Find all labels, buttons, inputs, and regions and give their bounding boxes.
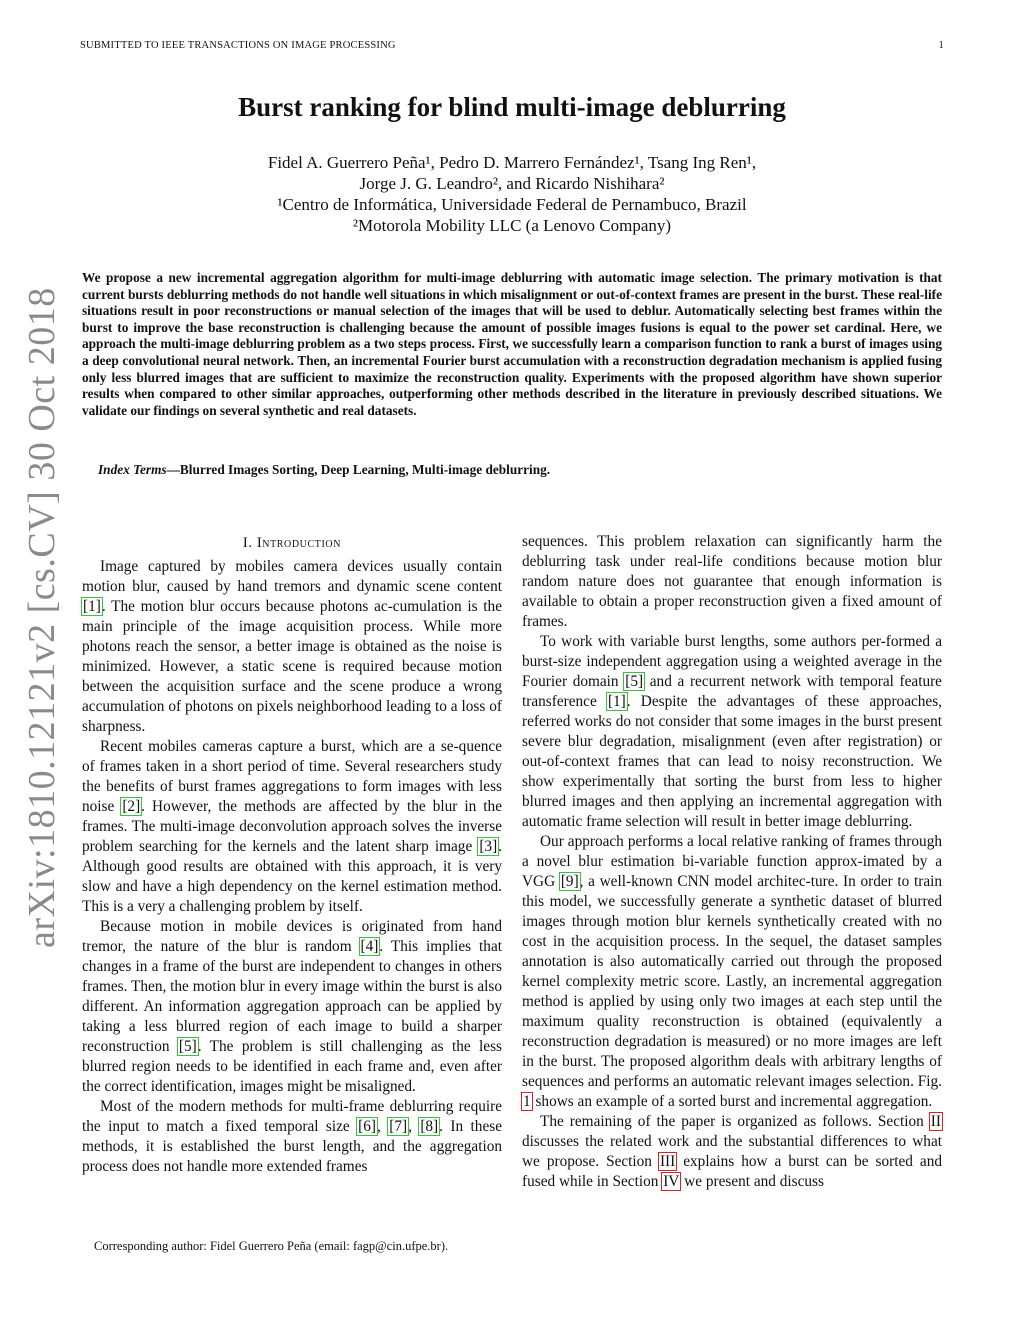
paragraph: The remaining of the paper is organized as follows. Section II discusses the related work and the substantial differences to what we propose. Section III explains how a burst can be sorted and fused while in Section IV we present and discuss xyxy=(522,1113,943,1190)
paragraph: Because motion in mobile devices is originated from hand tremor, the nature of the blur is random [4]. This implies that changes in a frame of the burst are independent to changes in others frames. Then, the motion blur in every image within the burst is also different. An information aggregation approach can be applied by taking a less blurred region of each image to build a sharper reconstruction [5]. The problem is still challenging as the less blurred region needs to be identified in each frame and, even after the correct identification, images might be misaligned. xyxy=(82,918,502,1095)
author-block xyxy=(0,152,1024,236)
abstract: We propose a new incremental aggregation algorithm for multi-image deblurring with automatic image selection. The primary motivation is that current bursts deblurring methods do not handle well situations in which misalignment or out-of-context frames are present in the burst. These real-life situations result in poor reconstructions or manual selection of the images that will be used to deblur. Automatically selecting best frames within the burst to improve the base reconstruction is challenging because the amount of possible images fusions is equal to the power set cardinal. Here, we approach the multi-image deblurring problem as a two steps process. First, we successfully learn a comparison function to rank a burst of images using a deep convolutional neural network. Then, an incremental Fourier burst accumulation with a reconstruction degradation mechanism is applied fusing only less blurred images that are sufficient to maximize the reconstruction quality. Experiments with the proposed algorithm have shown superior results when compared to other similar approaches, outperforming other methods described in the literature in previously described situations. We validate our findings on several synthetic and real datasets. xyxy=(82,270,942,418)
citation-link[interactable]: [2] xyxy=(122,798,141,815)
citation-link[interactable]: [9] xyxy=(560,873,579,890)
citation-link[interactable]: [7] xyxy=(389,1118,408,1135)
citation-link[interactable]: [3] xyxy=(479,838,498,855)
citation-link[interactable]: [1] xyxy=(607,693,626,710)
page-number: 1 xyxy=(938,40,944,51)
section-number: I. xyxy=(242,535,253,551)
paragraph: To work with variable burst lengths, some authors per-formed a burst-size independent aggregation using a weighted average in the Fourier domain [5] and a recurrent network with temporal feature transference [1]. Despite the advantages of these approaches, referred works do not consider that some images in the burst present severe blur degradation, misalignment (even after registration) or out-of-context frames that can lead to noisy reconstruction. We show experimentally that sorting the burst from less to higher blurred images and then applying an incremental aggregation with automatic frame selection will result in better image deblurring. xyxy=(522,633,942,830)
section-reference-link[interactable]: IV xyxy=(663,1173,680,1190)
author-line-1: Fidel A. Guerrero Peña¹, Pedro D. Marrero Fernández¹, Tsang Ing Ren¹, xyxy=(267,153,757,172)
section-title: Introduction xyxy=(256,535,342,551)
section-heading xyxy=(82,533,502,553)
section-reference-link[interactable]: II xyxy=(930,1113,941,1130)
journal-header: SUBMITTED TO IEEE TRANSACTIONS ON IMAGE PROCESSING xyxy=(80,40,396,51)
arxiv-identifier[interactable]: arXiv:1810.12121v2 [cs.CV] 30 Oct 2018 xyxy=(21,287,63,948)
section-reference-link[interactable]: III xyxy=(659,1153,676,1170)
figure-reference-link[interactable]: 1 xyxy=(523,1093,531,1110)
author-line-2: Jorge J. G. Leandro², and Ricardo Nishihara² xyxy=(359,174,665,193)
index-terms-text: —Blurred Images Sorting, Deep Learning, Multi-image deblurring. xyxy=(166,462,551,477)
paragraph: Our approach performs a local relative ranking of frames through a novel blur estimation bi-variable function approx-imated by a VGG [9], a well-known CNN model architec-ture. In order to train this model, we successfully generate a synthetic dataset of blurred images through motion blur kernels synthetically created with no cost in the acquisition process. In the sequel, the dataset samples annotation is also automatically carried out through the proposed kernel complexity metric score. Lastly, an incremental aggregation method is applied by using only two images at each step until the maximum quality reconstruction is obtained (equivalently a reconstruction degradation is measured) or no more images are left in the burst. The proposed algorithm deals with arbitrary lengths of sequences and performs an automatic relevant images selection. Fig. 1 shows an example of a sorted burst and incremental aggregation. xyxy=(522,833,943,1110)
citation-link[interactable]: [4] xyxy=(360,938,379,955)
footnote-corresponding-author: Corresponding author: Fidel Guerrero Peña (email: fagp@cin.ufpe.br). xyxy=(94,1239,449,1253)
citation-link[interactable]: [8] xyxy=(420,1118,439,1135)
paragraph: Recent mobiles cameras capture a burst, which are a se-quence of frames taken in a short period of time. Several researchers study the benefits of burst frames aggregations to form images with less noise [2]. However, the methods are affected by the blur in the frames. The multi-image deconvolution approach solves the inverse problem searching for the kernels and the latent sharp image [3]. Although good results are obtained with this approach, it is very slow and have a high dependency on the kernel estimation method. This is a very a challenging problem by itself. xyxy=(82,738,502,915)
index-terms-label: Index Terms xyxy=(98,462,167,477)
citation-link[interactable]: [6] xyxy=(358,1118,376,1135)
citation-link[interactable]: [5] xyxy=(178,1038,197,1055)
index-terms xyxy=(98,462,550,478)
citation-link[interactable]: [1] xyxy=(83,598,101,615)
left-column xyxy=(82,533,502,1177)
right-column xyxy=(522,532,942,1192)
citation-link[interactable]: [5] xyxy=(625,673,644,690)
affiliation-1: ¹Centro de Informática, Universidade Federal de Pernambuco, Brazil xyxy=(277,195,747,214)
paper-title: Burst ranking for blind multi-image deblurring xyxy=(238,92,786,122)
running-header xyxy=(80,40,944,56)
paragraph: Image captured by mobiles camera devices usually contain motion blur, caused by hand tremors and dynamic scene content [1]. The motion blur occurs because photons ac-cumulation is the main principle of the image acquisition process. While more photons reach the sensor, a better image is obtained as the noise is minimized. However, a static scene is required because motion between the acquisition surface and the scene produce a wrong accumulation of photons on pixels neighborhood leading to a loss of sharpness. xyxy=(82,558,502,735)
paragraph: sequences. This problem relaxation can significantly harm the deblurring task under real-life conditions because motion blur random nature does not guarantee that enough information is available to obtain a proper reconstruction given a fixed amount of frames. xyxy=(522,533,942,630)
affiliation-2: ²Motorola Mobility LLC (a Lenovo Company) xyxy=(352,216,672,235)
paragraph: Most of the modern methods for multi-frame deblurring require the input to match a fixed temporal size [6], [7], [8]. In these methods, it is established the burst length, and the aggregation process does not handle more extended frames xyxy=(82,1098,502,1175)
